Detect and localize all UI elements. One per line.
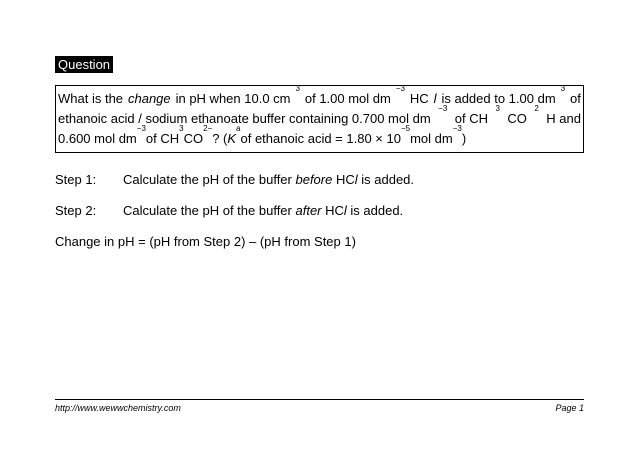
question-box [55,85,584,153]
footer-url: http://www.wewwchemistry.com [55,403,181,413]
question-line-1: What is the change in pH when 10.0 cm 3 of 1.00 mol dm −3 HC l is added to 1.00 dm 3 of [58,84,581,106]
step-1: Step 1: Calculate the pH of the buffer before HCl is added. [55,172,415,187]
footer-divider [55,399,584,400]
question-label: Question [55,56,113,73]
question-line-3: 0.600 mol dm −3 of CH 3 CO 2 − ? ( K a of ethanoic acid = 1.80 × 10 −5 mol dm −3 ) [58,124,467,146]
step-2: Step 2: Calculate the pH of the buffer after HCl is added. [55,203,404,218]
question-line-2: ethanoic acid / sodium ethanoate buffer containing 0.700 mol dm −3 of CH 3 CO 2 H and [58,104,581,126]
change-in-ph: Change in pH = (pH from Step 2) – (pH from Step 1) [55,234,356,249]
footer-page-number: Page 1 [555,403,584,413]
